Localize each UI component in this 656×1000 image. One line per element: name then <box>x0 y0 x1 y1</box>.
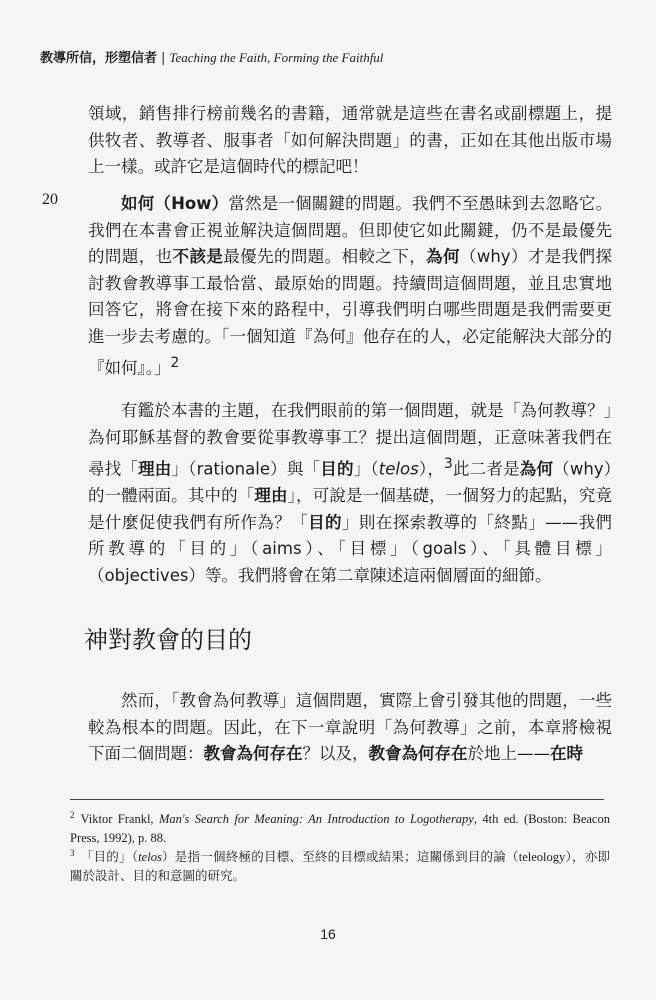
paragraph-2-text-c: （why）才是我們探討教會教導事工最恰當、最原始的問題。持續問這個問題，並且忠實地回答它，將會在接下來的路程中，引導我們明白哪些問題是我們需要更進一步去考慮的。「一個知道『為何』他存在的人，必定能解決大部分的『如何』。」 <box>88 247 612 378</box>
bold-purpose-2: 目的 <box>308 512 342 532</box>
paragraph-4-text-a: 然而，「教會為何教導」這個問題，實際上會引發其他的問題，一些較為根本的問題。因此，在下一章說明「為何教導」之前，本章將檢視下面二個問題： <box>88 691 612 763</box>
running-header <box>40 47 383 66</box>
bold-why: 為何 <box>426 247 460 266</box>
bold-how: 如何（How） <box>121 194 229 213</box>
italic-telos: telos <box>378 459 419 479</box>
footnote-ref-2[interactable]: 2 <box>170 355 180 371</box>
header-english-title: Teaching the Faith, Forming the Faithful <box>169 50 384 65</box>
bold-purpose: 目的 <box>320 459 354 479</box>
footnote-2 <box>70 810 610 848</box>
paragraph-4-text-c: 於地上—— <box>467 744 550 763</box>
paragraph-3 <box>88 398 612 589</box>
paragraph-2-text-a: 當然是一個關鍵的問題。我們不至愚昧到去忽略它。我們在本書會正視並解決這個問題。但即使它如此關鍵，仍不是最優先的問題，也 <box>88 194 613 266</box>
bold-should-not: 不該是 <box>172 247 224 266</box>
paragraph-3-text-h: 」則在探索教導的「終點」——我們所教導的「目的」（aims）、「目標」（goals）、「具體目標」（objectives）等。我們將會在第二章陳述這兩個層面的細節。 <box>88 512 613 585</box>
paragraph-3-text-a: 有鑑於本書的主題，在我們眼前的第一個問題，就是「為何教導？」為何耶穌基督的教會要從事教導事工？提出這個問題，正意味著我們在尋找「 <box>88 401 612 479</box>
paragraph-2-text-b: 最優先的問題。相較之下， <box>223 247 427 266</box>
footnote-2-author: Viktor Frankl, <box>80 812 159 826</box>
footnote-2-number: 2 <box>70 809 75 820</box>
bold-rationale: 理由 <box>138 459 172 479</box>
paragraph-4 <box>88 688 612 768</box>
bold-church-exist: 教會為何存在 <box>203 744 303 763</box>
paragraph-3-text-b: 」（rationale）與「 <box>171 459 321 479</box>
paragraph-2 <box>88 191 612 382</box>
footnote-3-telos: telos <box>138 850 162 864</box>
paragraph-3-text-e: 此二者是 <box>452 459 520 479</box>
header-chinese-title: 教導所信，形塑信者 <box>40 51 158 66</box>
footnote-2-book-title: Man's Search for Meaning: An Introduction to Logotherapy <box>158 812 474 826</box>
bold-in-time: 在時 <box>550 744 583 763</box>
paragraph-3-text-f: （why）的一體兩面。其中的「 <box>88 459 613 505</box>
paragraph-3-text-g: 」，可說是一個基礎，一個努力的起點，究竟是什麼促使我們有所作為？「 <box>88 486 613 532</box>
paragraph-3-text-c: 」（ <box>353 459 379 479</box>
paragraph-1-text: 領域，銷售排行榜前幾名的書籍，通常就是這些在書名或副標題上，提供牧者、教導者、服事者「如何解決問題」的書，正如在其他出版市場上一樣。或許它是這個時代的標記吧！ <box>88 104 612 176</box>
footnote-3 <box>70 848 610 886</box>
line-number: 20 <box>42 191 58 208</box>
page-number: 16 <box>320 926 336 942</box>
bold-why-2: 為何 <box>519 459 554 479</box>
bold-rationale-2: 理由 <box>254 486 288 505</box>
bold-church-exist-2: 教會為何存在 <box>368 744 468 763</box>
footnote-2-publication: , 4th ed. (Boston: Beacon Press, 1992), p. 88. <box>70 812 610 845</box>
header-separator: | <box>161 51 166 66</box>
footnote-ref-3[interactable]: 3 <box>444 456 453 472</box>
paragraph-4-text-b: ？以及， <box>302 744 369 763</box>
footnote-divider <box>70 799 604 800</box>
paragraph-1 <box>88 101 612 181</box>
footnote-3-text-a: 「目的」（ <box>80 850 139 864</box>
footnote-3-text-b: ）是指一個終極的目標、至終的目標或結果；這關係到目的論（teleology），亦即關於設計、目的和意圖的研究。 <box>70 850 610 883</box>
section-heading: 神對教會的目的 <box>84 626 252 654</box>
paragraph-3-text-d: ）， <box>418 459 445 479</box>
footnote-3-number: 3 <box>70 847 75 858</box>
